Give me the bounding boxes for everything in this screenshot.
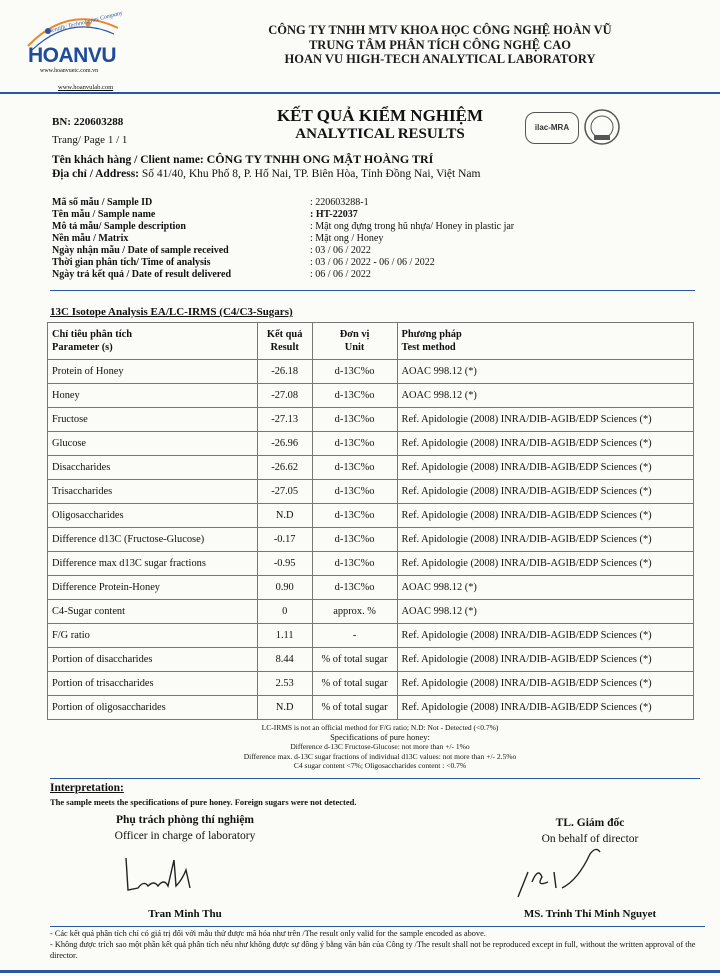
ilac-mra-mark: ilac-MRA [525,112,579,144]
lab-name-en: HOAN VU HIGH-TECH ANALYTICAL LABORATORY [284,52,596,66]
cell-method: Ref. Apidologie (2008) INRA/DIB-AGIB/EDP Sciences (*) [397,528,693,552]
cell-unit: d-13C%o [312,432,397,456]
cell-parameter: Portion of oligosaccharides [48,696,258,720]
table-row [48,408,694,432]
cell-method: Ref. Apidologie (2008) INRA/DIB-AGIB/EDP Sciences (*) [397,672,693,696]
cell-parameter: Difference max d13C sugar fractions [48,552,258,576]
sample-info-label: Ngày nhận mẫu / Date of sample received [52,245,229,256]
client-label: Tên khách hàng / Client name: [52,154,204,166]
cell-parameter: C4-Sugar content [48,600,258,624]
logo-arc-text: Scientific Technologies Company [44,10,124,36]
cell-unit: % of total sugar [312,672,397,696]
header-result: Kết quả Result [257,323,312,360]
cell-result: 0 [257,600,312,624]
section-divider [50,290,695,291]
cell-unit: - [312,624,397,648]
header-divider [0,92,720,94]
interpretation-body: The sample meets the specifications of pure honey. Foreign sugars were not detected. [50,797,357,807]
table-row [48,360,694,384]
table-row [48,576,694,600]
right-signatory-name: MS. Trinh Thi Minh Nguyet [523,908,657,920]
footer-note: - Không được trích sao một phần kết quả phân tích nếu như không được sự đồng ý bằng văn bản của Công ty /The result shall not be reproduced except in full, without the written approval of the director. [50,940,696,960]
note-line: Difference max. d-13C sugar fractions of individual d13C values: not more than +/- 2.5%o [243,751,517,761]
cell-result: 8.44 [257,648,312,672]
left-signature [118,850,208,905]
title-vn: KẾT QUẢ KIỂM NGHIỆM [276,106,484,125]
table-row [48,384,694,408]
cell-method: Ref. Apidologie (2008) INRA/DIB-AGIB/EDP Sciences (*) [397,552,693,576]
footer-note: - Các kết quả phân tích chỉ có giá trị đối với mẫu thử được mã hóa như trên /The result only valid for the sample encoded as above. [50,929,486,938]
cell-parameter: Oligosaccharides [48,504,258,528]
bn-number: BN: 220603288 [52,116,124,128]
sample-info-label: Mô tả mẫu/ Sample description [52,221,186,232]
cell-method: Ref. Apidologie (2008) INRA/DIB-AGIB/EDP Sciences (*) [397,456,693,480]
cell-unit: d-13C%o [312,384,397,408]
footer-divider [50,926,705,927]
notes-block [0,723,720,771]
cell-unit: % of total sugar [312,648,397,672]
cell-result: -27.08 [257,384,312,408]
cell-parameter: Difference Protein-Honey [48,576,258,600]
sample-info-value: : 03 / 06 / 2022 - 06 / 06 / 2022 [310,257,435,268]
title-en: ANALYTICAL RESULTS [295,126,465,142]
cell-method: Ref. Apidologie (2008) INRA/DIB-AGIB/EDP Sciences (*) [397,408,693,432]
cell-parameter: Honey [48,384,258,408]
cell-method: AOAC 998.12 (*) [397,576,693,600]
sample-info-label: Thời gian phân tích/ Time of analysis [52,257,211,268]
table-row [48,432,694,456]
cell-parameter: Fructose [48,408,258,432]
cell-result: 2.53 [257,672,312,696]
left-title-en: Officer in charge of laboratory [114,830,256,842]
section-title: 13C Isotope Analysis EA/LC-IRMS (C4/C3-Sugars) [50,306,293,318]
sample-info-label: Ngày trả kết quả / Date of result delivered [52,269,232,280]
right-title-vn: TL. Giám đốc [555,817,625,829]
client-line [52,152,433,167]
cell-result: -0.17 [257,528,312,552]
cell-unit: d-13C%o [312,360,397,384]
sample-info-value: : 03 / 06 / 2022 [310,245,371,256]
cell-parameter: Portion of trisaccharides [48,672,258,696]
cell-parameter: Glucose [48,432,258,456]
cell-method: Ref. Apidologie (2008) INRA/DIB-AGIB/EDP Sciences (*) [397,696,693,720]
cell-result: N.D [257,696,312,720]
table-row [48,528,694,552]
cell-unit: d-13C%o [312,408,397,432]
table-row [48,624,694,648]
table-row [48,480,694,504]
address-line [52,168,480,180]
table-row [48,696,694,720]
note-line: LC-IRMS is not an official method for F/G ratio; N.D: Not - Detected (<0.7%) [261,723,499,732]
cell-parameter: F/G ratio [48,624,258,648]
cell-method: AOAC 998.12 (*) [397,360,693,384]
cell-result: -27.05 [257,480,312,504]
address-value: Số 41/40, Khu Phố 8, P. Hố Nai, TP. Biên Hòa, Tỉnh Đồng Nai, Việt Nam [141,168,481,180]
note-line: C4 sugar content <7%; Oligosaccharides content : <0.7% [293,761,467,770]
sample-info-value: : Mật ong / Honey [310,233,384,244]
results-table [47,322,694,720]
header-method: Phương pháp Test method [397,323,693,360]
center-name-vn: TRUNG TÂM PHÂN TÍCH CÔNG NGHỆ CAO [308,38,572,52]
sample-info-value: : Mật ong đựng trong hũ nhựa/ Honey in plastic jar [310,221,515,232]
right-signature [508,842,608,907]
cell-result: 1.11 [257,624,312,648]
table-row [48,552,694,576]
cell-unit: d-13C%o [312,504,397,528]
cell-result: -26.96 [257,432,312,456]
table-row [48,504,694,528]
sample-info-label: Nền mẫu / Matrix [52,233,129,244]
cell-method: Ref. Apidologie (2008) INRA/DIB-AGIB/EDP Sciences (*) [397,648,693,672]
cell-result: N.D [257,504,312,528]
sample-info-label: Tên mẫu / Sample name [52,209,156,220]
sample-info-label: Mã số mẫu / Sample ID [52,197,153,208]
note-line: Specifications of pure honey: [330,731,430,742]
logo-subtext: www.hoanvuetc.com.vn [40,68,99,74]
page-number: Trang/ Page 1 / 1 [52,134,128,146]
header-unit: Đơn vị Unit [312,323,397,360]
note-line: Difference d-13C Fructose-Glucose: not more than +/- 1%o [290,742,470,751]
footer-bar [0,970,720,973]
sample-info-value: : HT-22037 [310,209,358,220]
cell-result: -26.62 [257,456,312,480]
cell-method: AOAC 998.12 (*) [397,384,693,408]
left-signatory [60,812,310,844]
table-row [48,672,694,696]
cell-result: -27.13 [257,408,312,432]
cell-method: Ref. Apidologie (2008) INRA/DIB-AGIB/EDP Sciences (*) [397,480,693,504]
interpretation-title: Interpretation: [50,782,124,794]
cell-method: AOAC 998.12 (*) [397,600,693,624]
cell-unit: % of total sugar [312,696,397,720]
cell-unit: approx. % [312,600,397,624]
cell-parameter: Difference d13C (Fructose-Glucose) [48,528,258,552]
right-title-en: On behalf of director [541,833,639,845]
cell-result: 0.90 [257,576,312,600]
table-row [48,456,694,480]
sample-info-value: : 220603288-1 [310,197,369,208]
sample-info-value: : 06 / 06 / 2022 [310,269,371,280]
left-signatory-name: Tran Minh Thu [148,908,222,920]
cell-parameter: Disaccharides [48,456,258,480]
table-row [48,600,694,624]
cell-parameter: Protein of Honey [48,360,258,384]
table-header-row [48,323,694,360]
accreditation-seal [583,108,621,151]
cell-parameter: Trisaccharides [48,480,258,504]
header-parameter: Chỉ tiêu phân tích Parameter (s) [48,323,258,360]
interpretation-divider [50,778,700,779]
left-title-vn: Phụ trách phòng thí nghiệm [115,814,255,826]
cell-method: Ref. Apidologie (2008) INRA/DIB-AGIB/EDP Sciences (*) [397,624,693,648]
cell-method: Ref. Apidologie (2008) INRA/DIB-AGIB/EDP Sciences (*) [397,504,693,528]
cell-unit: d-13C%o [312,528,397,552]
logo-url: www.hoanvulab.com [58,84,114,91]
cell-unit: d-13C%o [312,576,397,600]
cell-parameter: Portion of disaccharides [48,648,258,672]
cell-unit: d-13C%o [312,552,397,576]
company-name-vn: CÔNG TY TNHH MTV KHOA HỌC CÔNG NGHỆ HOÀN VŨ [268,23,612,37]
logo-brand: HOANVU [28,44,117,67]
cell-result: -0.95 [257,552,312,576]
cell-unit: d-13C%o [312,456,397,480]
address-label: Địa chỉ / Address: [52,168,140,180]
table-row [48,648,694,672]
client-value: CÔNG TY TNHH ONG MẬT HOÀNG TRÍ [206,152,434,166]
cell-result: -26.18 [257,360,312,384]
cell-unit: d-13C%o [312,480,397,504]
cell-method: Ref. Apidologie (2008) INRA/DIB-AGIB/EDP Sciences (*) [397,432,693,456]
